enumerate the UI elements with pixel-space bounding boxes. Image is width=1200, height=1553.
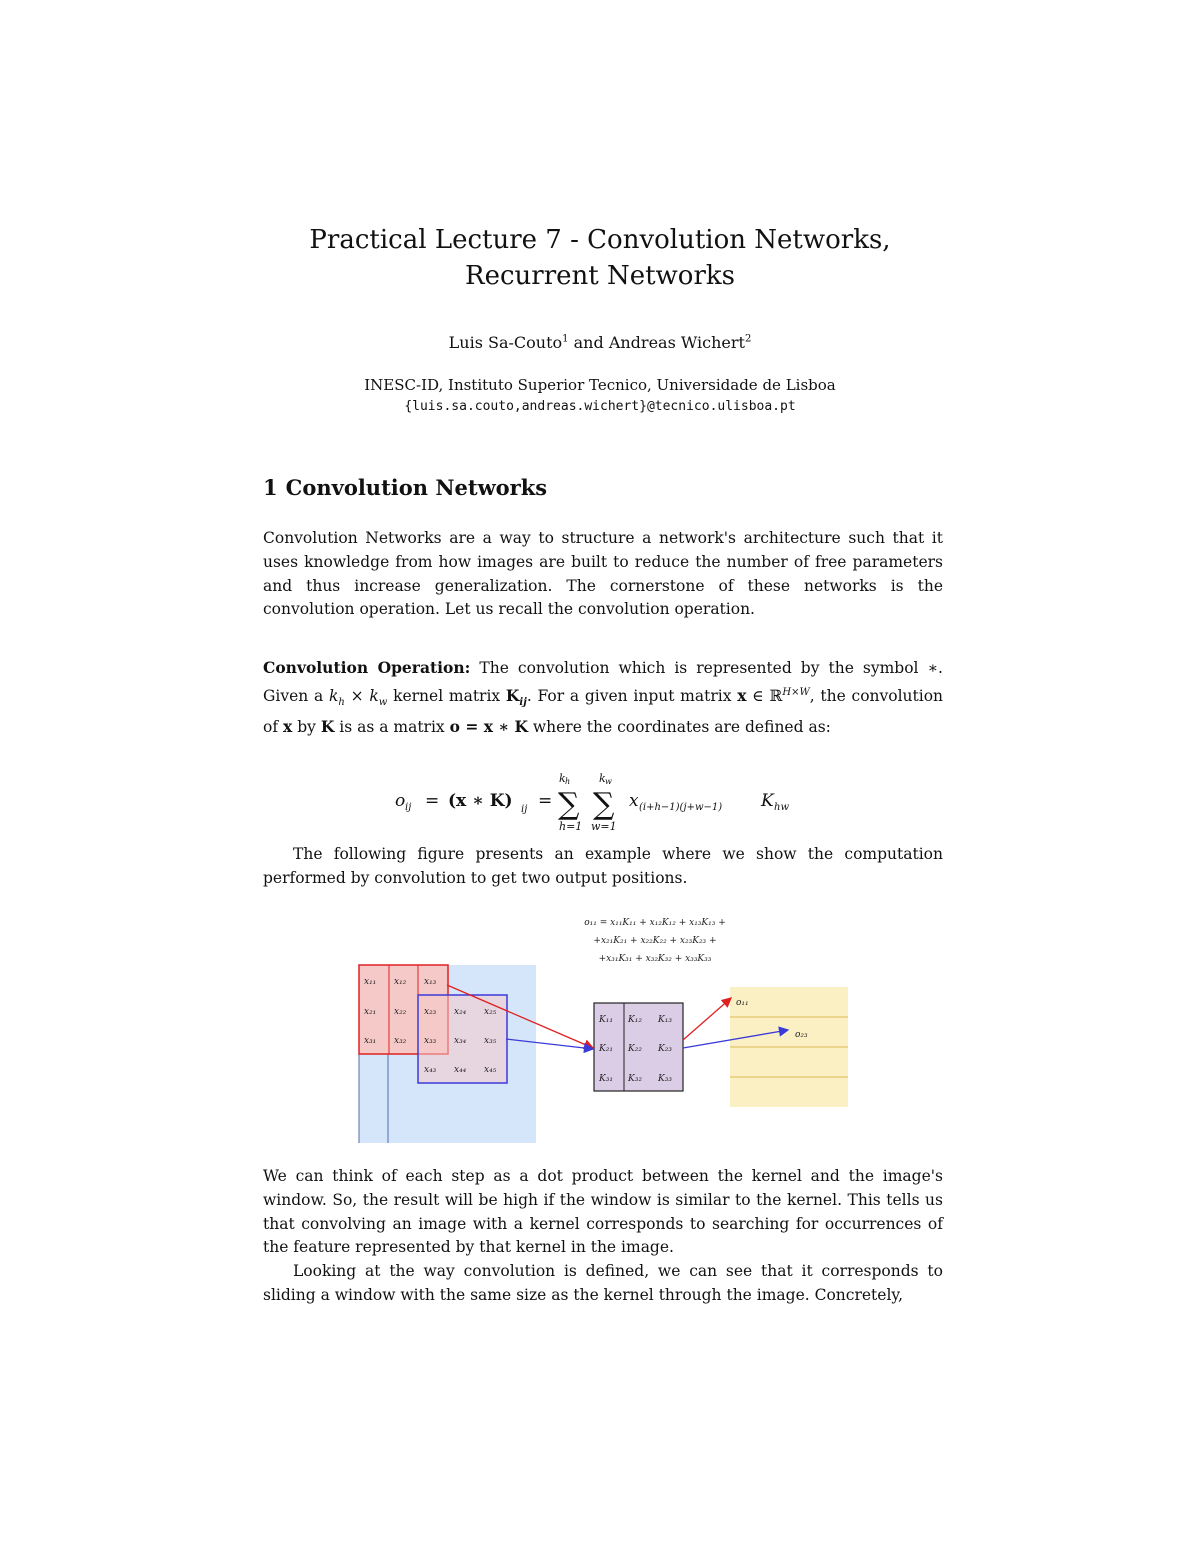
reals-symbol: ℝ$^{H\times W}$ bbox=[769, 686, 810, 705]
sum2-sigma: ∑ bbox=[593, 787, 615, 822]
author-2: Andreas Wichert bbox=[608, 333, 745, 352]
eq-equals-2: = bbox=[538, 791, 553, 811]
eq-term-x-sub: (i+h−1)(j+w−1) bbox=[639, 802, 723, 813]
input-cell-label: x₄₄ bbox=[454, 1065, 467, 1075]
kernel-symbol: $K_{ij}$ bbox=[505, 685, 527, 709]
institution: INESC-ID, Instituto Superior Tecnico, Universidade de Lisboa bbox=[364, 376, 836, 394]
dot-product-paragraph: We can think of each step as a dot product between the kernel and the image's window. So, the result will be high if the window is similar to the kernel. This tells us that convolving an image with a kernel corresponds to searching for occurrences of the feature represented by that kernel in the image. bbox=[263, 1167, 943, 1257]
input-cell-label: x₁₃ bbox=[424, 977, 437, 987]
input-cell-label: x₄₅ bbox=[484, 1065, 497, 1075]
title-line-2: Recurrent Networks bbox=[465, 261, 735, 291]
kernel-cell-label: K₃₂ bbox=[628, 1074, 642, 1084]
eq-paren: (x ∗ K) bbox=[448, 791, 513, 811]
input-cell-label: x₃₂ bbox=[394, 1036, 407, 1046]
input-cell-label: x₃₁ bbox=[364, 1036, 377, 1046]
eq-lhs-sub: ij bbox=[405, 802, 412, 813]
sum1-bottom: h=1 bbox=[559, 820, 583, 832]
output-expression: o = x ∗ K bbox=[449, 716, 528, 736]
input-cell-label: x₁₁ bbox=[364, 977, 377, 987]
input-symbol: x bbox=[737, 685, 747, 705]
output-label-1: o₁₁ bbox=[736, 998, 749, 1008]
kw-symbol: $k_w$ bbox=[369, 686, 388, 709]
author-1: Luis Sa-Couto bbox=[448, 333, 563, 352]
eq-term-x: x bbox=[629, 791, 639, 811]
input-cell-label: x₂₄ bbox=[454, 1007, 467, 1017]
input-cell-label: x₂₁ bbox=[364, 1007, 377, 1017]
kernel-cell-label: K₁₂ bbox=[628, 1015, 642, 1025]
sum1-sigma: ∑ bbox=[558, 787, 580, 822]
input-symbol-2: x bbox=[283, 716, 293, 736]
convolution-equation bbox=[263, 770, 943, 832]
definition-text-7: where the coordinates are defined as: bbox=[532, 717, 831, 736]
definition-paragraph bbox=[263, 656, 943, 740]
eq-lhs: o bbox=[395, 791, 406, 811]
eq-equals-1: = bbox=[425, 791, 440, 811]
red-arrow-to-output bbox=[683, 998, 731, 1040]
input-cell-label: x₄₃ bbox=[424, 1065, 437, 1075]
kernel-cell-label: K₁₃ bbox=[658, 1015, 672, 1025]
section-heading bbox=[263, 475, 547, 500]
definition-text-4: , the convolution of bbox=[263, 686, 944, 736]
kernel-cell-label: K₂₁ bbox=[599, 1044, 613, 1054]
definition-text-5: by bbox=[297, 717, 316, 736]
equation-graphic bbox=[263, 770, 943, 832]
kernel-cell-label: K₂₃ bbox=[658, 1044, 672, 1054]
title-line-1: Practical Lecture 7 - Convolution Networks, bbox=[309, 225, 891, 255]
times-symbol: × bbox=[350, 686, 364, 705]
input-cell-label: x₁₂ bbox=[394, 977, 407, 987]
author-1-mark: 1 bbox=[562, 333, 569, 345]
input-cell-label: x₃₄ bbox=[454, 1036, 467, 1046]
eq-term-k-sub: hw bbox=[774, 802, 789, 813]
eq-paren-sub: ij bbox=[521, 804, 528, 815]
convolution-diagram bbox=[350, 910, 860, 1150]
output-label-2: o₂₃ bbox=[795, 1030, 808, 1040]
paper-title bbox=[200, 222, 1000, 294]
figure-formula-line-3: +x₃₁K₃₁ + x₃₂K₃₂ + x₃₃K₃₃ bbox=[598, 954, 712, 964]
in-symbol: ∈ bbox=[752, 686, 764, 705]
definition-text-6: is as a matrix bbox=[339, 717, 445, 736]
definition-text-3: . For a given input matrix bbox=[526, 686, 732, 705]
kernel-cell-label: K₂₂ bbox=[628, 1044, 642, 1054]
definition-label: Convolution Operation: bbox=[263, 658, 471, 677]
definition-text-1: The convolution which is represented by the symbol ∗. Given a bbox=[263, 659, 943, 705]
affiliation-block bbox=[200, 374, 1000, 418]
input-cell-label: x₂₅ bbox=[484, 1007, 497, 1017]
sum2-top-sub: w bbox=[605, 777, 612, 786]
author-2-mark: 2 bbox=[744, 333, 752, 345]
kernel-cell-label: K₁₁ bbox=[599, 1015, 613, 1025]
input-cell-label: x₃₅ bbox=[484, 1036, 497, 1046]
sliding-paragraph: Looking at the way convolution is defined, we can see that it corresponds to sliding a window with the same size as the kernel through the image. Concretely, bbox=[263, 1262, 943, 1304]
kernel-cell-label: K₃₁ bbox=[599, 1074, 613, 1084]
kernel-cell-label: K₃₃ bbox=[658, 1074, 672, 1084]
intro-paragraph: Convolution Networks are a way to structure a network's architecture such that it uses knowledge from how images are built to reduce the number of free parameters and thus increase generalization. The cornerstone of these networks is the convolution operation. Let us recall the convolution operation. bbox=[263, 529, 943, 619]
sum2-top: k bbox=[599, 772, 606, 785]
kernel-symbol-2: K bbox=[320, 716, 335, 736]
figure-formula-line-2: +x₂₁K₂₁ + x₂₂K₂₂ + x₂₃K₂₃ + bbox=[593, 936, 717, 946]
convolution-figure bbox=[350, 910, 860, 1150]
definition-text-2: kernel matrix bbox=[393, 686, 501, 705]
figure-formula-line-1: o₁₁ = x₁₁K₁₁ + x₁₂K₁₂ + x₁₃K₁₃ + bbox=[584, 918, 726, 928]
sum2-bottom: w=1 bbox=[591, 820, 617, 832]
input-cell-label: x₂₃ bbox=[424, 1007, 437, 1017]
section-number: 1 bbox=[263, 475, 278, 500]
after-equation-paragraph: The following figure presents an example where we show the computation performed by convolution to get two output positions. bbox=[263, 845, 943, 887]
email: {luis.sa.couto,andreas.wichert}@tecnico.ulisboa.pt bbox=[404, 399, 796, 414]
section-title: Convolution Networks bbox=[285, 475, 548, 500]
sum1-top: k bbox=[559, 772, 566, 785]
author-joiner: and bbox=[573, 333, 604, 352]
input-cell-label: x₂₂ bbox=[394, 1007, 407, 1017]
eq-term-k: K bbox=[761, 791, 774, 811]
sum1-top-sub: h bbox=[565, 777, 571, 786]
kh-symbol: $k_h$ bbox=[328, 686, 345, 709]
input-cell-label: x₃₃ bbox=[424, 1036, 437, 1046]
author-list bbox=[200, 333, 1000, 352]
